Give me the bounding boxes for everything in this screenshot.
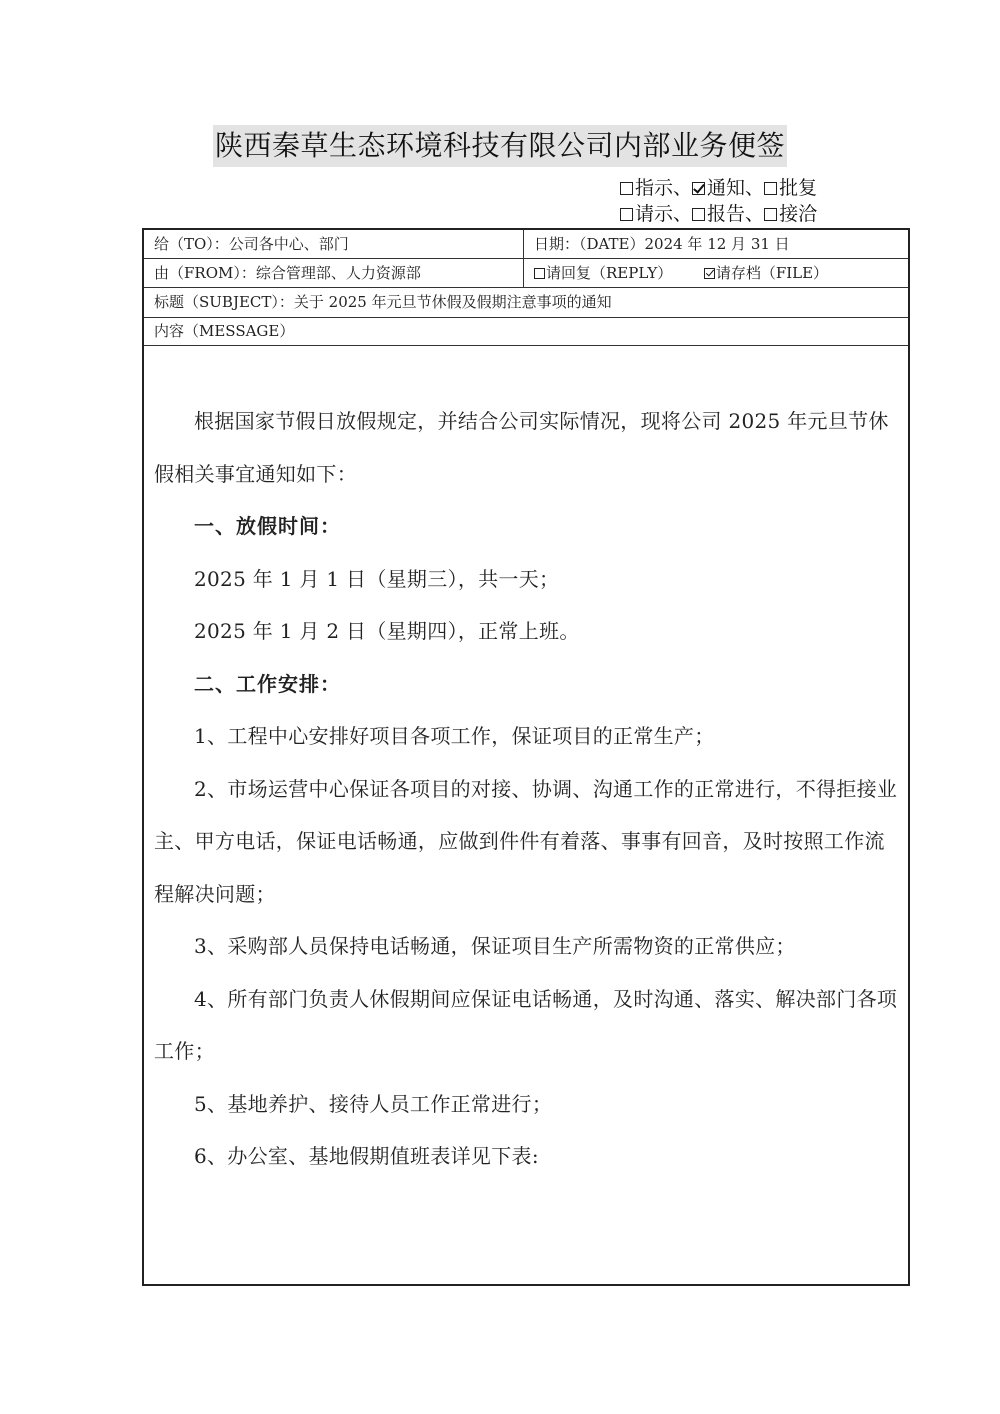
checkbox-checked-icon bbox=[704, 268, 715, 279]
header-row-to-date bbox=[144, 230, 908, 259]
memo-type-row-1 bbox=[620, 176, 817, 202]
checkbox-empty-icon bbox=[692, 208, 705, 221]
subject-field: 标题（SUBJECT）：关于 2025 年元旦节休假及假期注意事项的通知 bbox=[154, 293, 612, 311]
message-label: 内容（MESSAGE） bbox=[154, 322, 295, 340]
memo-type-checkboxes bbox=[620, 176, 817, 228]
checkbox-empty-icon bbox=[534, 268, 545, 279]
checkbox-file[interactable]: 请存档（FILE） bbox=[704, 264, 828, 282]
header-row-message bbox=[144, 318, 908, 346]
memo-sheet bbox=[142, 228, 910, 1286]
title-wrap bbox=[0, 125, 1000, 167]
header-row-from-options bbox=[144, 259, 908, 288]
work-item-3: 3、采购部人员保持电话畅通，保证项目生产所需物资的正常供应； bbox=[194, 934, 796, 958]
intro-paragraph: 根据国家节假日放假规定，并结合公司实际情况，现将公司 2025 年元旦节休假相关事宜通知如下： bbox=[154, 409, 889, 486]
work-item-6: 6、办公室、基地假期值班表详见下表: bbox=[194, 1144, 539, 1168]
checkbox-approval[interactable]: 批复 bbox=[764, 177, 817, 199]
memo-type-row-2 bbox=[620, 202, 817, 228]
date-field: 日期：（DATE）2024 年 12 月 31 日 bbox=[534, 235, 790, 253]
checkbox-empty-icon bbox=[620, 208, 633, 221]
work-item-4: 4、所有部门负责人休假期间应保证电话畅通，及时沟通、落实、解决部门各项工作； bbox=[154, 986, 898, 1063]
message-body bbox=[154, 395, 902, 1183]
to-field: 给（TO）：公司各中心、部门 bbox=[154, 235, 349, 253]
document-title: 陕西秦草生态环境科技有限公司内部业务便签 bbox=[213, 125, 787, 167]
work-item-1: 1、工程中心安排好项目各项工作，保证项目的正常生产； bbox=[194, 724, 715, 748]
checkbox-checked-icon bbox=[692, 182, 705, 195]
checkbox-reply[interactable]: 请回复（REPLY） bbox=[534, 264, 672, 282]
holiday-line-2: 2025 年 1 月 2 日（星期四），正常上班。 bbox=[194, 619, 580, 643]
checkbox-empty-icon bbox=[620, 182, 633, 195]
checkbox-notice[interactable]: 通知、 bbox=[692, 177, 764, 199]
checkbox-instruction[interactable]: 指示、 bbox=[620, 177, 692, 199]
reply-file-options bbox=[524, 259, 910, 287]
checkbox-request[interactable]: 请示、 bbox=[620, 203, 692, 225]
from-field: 由（FROM）：综合管理部、人力资源部 bbox=[154, 264, 421, 282]
header-row-subject bbox=[144, 288, 908, 318]
work-item-5: 5、基地养护、接待人员工作正常进行； bbox=[194, 1091, 553, 1116]
checkbox-empty-icon bbox=[764, 182, 777, 195]
work-item-2: 2、市场运营中心保证各项目的对接、协调、沟通工作的正常进行，不得拒接业主、甲方电话，保证电话畅通，应做到件件有着落、事事有回音，及时按照工作流程解决问题； bbox=[154, 776, 898, 906]
holiday-line-1: 2025 年 1 月 1 日（星期三），共一天； bbox=[194, 566, 560, 591]
checkbox-report[interactable]: 报告、 bbox=[692, 203, 764, 225]
section-title-holiday-time: 一、放假时间： bbox=[194, 514, 341, 538]
section-title-work-arrangement: 二、工作安排： bbox=[194, 671, 341, 696]
checkbox-empty-icon bbox=[764, 208, 777, 221]
checkbox-liaison[interactable]: 接洽 bbox=[764, 203, 817, 225]
